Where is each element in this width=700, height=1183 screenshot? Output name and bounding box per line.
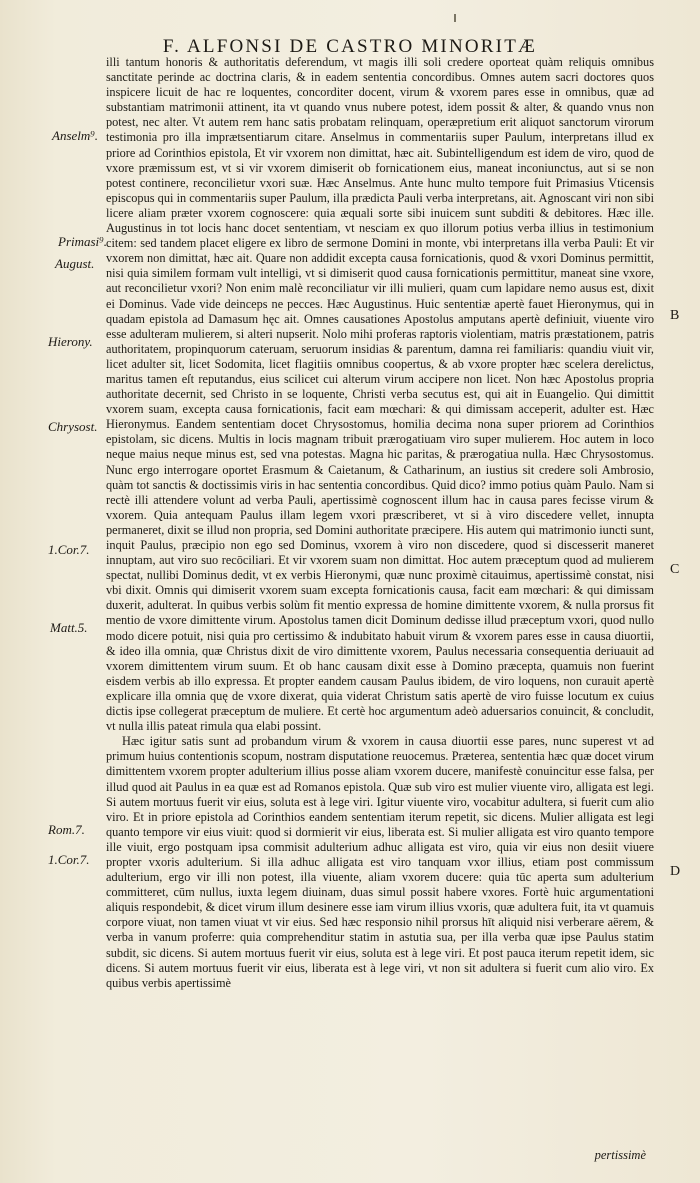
margin-note-anselm: Anselm⁹.	[52, 128, 99, 143]
margin-note-1cor: 1.Cor.7.	[48, 542, 90, 557]
page-mark	[454, 14, 456, 22]
margin-note-matt: Matt.5.	[50, 620, 88, 635]
running-header: F. ALFONSI DE CASTRO MINORITÆ	[162, 36, 538, 57]
margin-note-1cor-2: 1.Cor.7.	[48, 852, 90, 867]
margin-letter-b: B	[670, 308, 680, 323]
main-text	[106, 55, 654, 991]
margin-letter-c: C	[670, 562, 680, 577]
margin-note-august: August.	[55, 256, 95, 271]
paragraph-2: Hæc igitur satis sunt ad probandum virum & vxorem in causa diuortii esse pares, nunc superest vt ad primum huius contentionis scopum, nostram disputatione reuocemus. Præterea, sententia hæc quæ docet virum dimittentem vxorem propter adulterium illius posse aliam vxorem ducere, manifestè conuincitur esse falsa, per illud quod ait Paulus in ea quæ est ad Romanos epistola. Quæ sub viro est mulier viuente viro, alligata est legi. Si autem mortuus fuerit vir eius, soluta est à lege viri. Igitur viuente viro, vocabitur adultera, si fuerit cum alio viro. Et in priore epistola ad Corinthios eandem sententiam iterum repetit, sic dicens. Mulier alligata est legi quanto tempore vir eius viuit: quod si dormierit vir eius, liberata est. Si mulier alligata est viro quanto tempore ille viuit, ergo postquam ipsa commisit adulterium adhuc alligata est viro, quia vir eius non desiit viuere propter vxoris adulterium. Si illa adhuc alligata est viro tanquam vxor illius, etiam post commissum adulterium, ergo vir illi non potest, illa viuente, aliam vxorem ducere: quia tūc aperta sum adulterium committeret, cūm nullus, iuxta legem diuinam, duas simul possit habere vxores. Fortè huic argumentationi aliquis respondebit, & dicet virum illum desinere esse iam virum illius vxoris, quæ adultera fuit, ita vt quamuis corpore viuat, non tamen viuat vt vir eius. Sed hæc responsio nihil prorsus hīt aliquid nisi verberare aërem, & verba in vanum proferre: quia comprehenditur statim in astutia sua, per illa verba quæ ipse Paulus statim subdit, sic dicens. Si autem mortuus fuerit vir eius, soluta est à lege viri. Et post pauca iterum repetit idem, sic dicens. Si autem mortuus fuerit vir eius, liberata est à lege viri, vt non sit adultera si fuerit cum alio viro. Ex quibus verbis apertissimè	[106, 734, 654, 990]
margin-note-rom: Rom.7.	[48, 822, 85, 837]
margin-note-hieron: Hierony.	[48, 334, 93, 349]
paragraph-1: illi tantum honoris & authoritatis deferendum, vt magis illi soli credere oporteat quàm reliquis omnibus sanctitate perinde ac doctrina claris, & in eadem sententia concordibus. Omnes autem sacri doctores quos inspicere licuit de hac re loquentes, concorditer docent, virum & vxorem pares esse in omnibus, quæ ad substantiam matrimonii attinent, ita vt quando vnus nubere potest, idem possit & alter, & quando vnus non potest, nec alter. Vt autem rem hanc satis probatam relinquam, operæpretium erit aliquot sanctorum virorum testimonia pro illa imprætsentiarum citare. Anselmus in commentariis super Paulum, interpretans illud ex priore ad Corinthios epistola, Et vir vxorem non dimittat, hæc ait. Subintelligendum est idem de viro, quod de vxore præmissum est, vt si vir vxorem dimiserit ob fornicationem eius, maneat inconiunctus, aut si se non potest continere, reconcilietur vxori suæ. Hæc Anselmus. Ante hunc multo tempore fuit Primasius Vticensis episcopus qui in commentariis super Paulum, illa prædicta Pauli verba interpretans, ait. Agnoscant viri non sibi licere aliam præter vxorem cognoscere: quia æquali sorte sibi inuicem sunt subditi & debitores. Hæc ille. Augustinus in tot locis hanc docet sententiam, vt nesciam ex quo illorum potius verba illius in testimonium citem: sed tandem placet eligere ex libro de sermone Domini in monte, vbi interpretans illa verba Pauli: Et vir vxorem non dimittat, hæc ait. Quare non addidit excepta causa fornicationis, quod & vxori Dominus permittit, nisi quia similem formam vult intelligi, vt si dimiserit quod causa fornicationis permittitur, maneat sine vxore, aut reconcilietur vxori? Non enim malè reconciliatur vir illi mulieri, quam cum lapidare nemo ausus est, dixit ei Dominus. Vade vide deinceps ne pecces. Hæc Augustinus. Huic sententiæ apertè fauet Hieronymus, qui in quadam epistola ad Damasum hęc ait. Omnes causationes Apostolus amputans apertè definiuit, viuente viro esse adulteram mulierem, si alteri nupserit. Nolo mihi proferas raptoris violentiam, matris præstationem, patris authoritatem, propinquorum cateruam, seruorum insidias & parentum, damna rei familiaris: quandiu viuit vir, licet adulter sit, licet Sodomita, licet flagitiis omnibus coopertus, & ab vxore propter hæc scelera derelictus, maritus tamen eſt reputandus, eius scilicet cui alterum virum accipere non licet. Non hæc Apostolus propria authoritate decernit, sed Christo in se loquente, Christi verba secutus est, qui ait in Euangelio. Qui dimittit vxorem suam, excepta causa fornicationis, facit eam mœchari: & qui dimissam acceperit, adulter est. Hæc Hieronymus. Eandem sententiam docet Chrysostomus, homilia decima nona super priorem ad Corinthios epistolam, sic dicens. Multis in locis magnam tribuit prærogatiuam viro super mulierem. Hoc autem in loco neque maius neque minus est, sed vna potestas. Magna hic paritas, & prærogatiua nulla. Hæc Chrysostomus. Nunc ergo interrogare oportet Erasmum & Caietanum, & Catharinum, an iustius sit credere soli Ambrosio, quàm tot sanctis & doctissimis viris in hac sententia concordibus. Quid dico? immo potius quàm Paulo. Nam si rectè illi attendere volunt ad verba Pauli, apertissimè cognoscent illum hac in causa pares fecisse virum & vxorem. Quia antequam Paulus illam legem vxori præscriberet, vt si à viro discedere vellet, innupta permaneret, dixit se illud non propria, sed Domini authoritate præcipere. His autem qui matrimonio iuncti sunt, inquit Paulus, præcipio non ego sed Dominus, vxorem à viro non discedere, quod si discesserit maneret innuptam, aut viro suo recōciliari. Et vir vxorem suam non dimittat. Hoc autem præceptum quod ad mulierem spectat, nullibi Dominus dedit, vt ex verbis Hieronymi, quæ nunc proximè citauimus, apertissimè constat, nisi vbi dixit. Omnis qui dimiserit vxorem suam excepta fornicationis causa, facit eam mœchari: & qui dimissam duxerit, adulterat. In quibus verbis solùm fit mentio expressa de homine dimittente vxorem, & nulla prorsus fit mentio de vxore dimittente virum. Apostolus tamen dicit Dominum dedisse illud præceptum vxori, quod nullo modo dicere potuit, nisi quia pro certissimo & indubitato habuit virum & vxorem pares esse in causa diuortii, & ideo illa omnia, quæ Christus dixit de viro dimittente vxorem, Paulus necessaria consequentia deriuauit ad vxorem dimittentem virum suum. Et ob hanc causam dixit esse à Domino præcepta, quamuis non fuerint eisdem verbis ab illo expressa. Et propter eandem causam Paulus ibidem, de viro loquens, non curauit apertè explicare illa omnia quę de vxore dixerat, quia viderat Christum satis apertè de viro fuisse locutum ex cuius dictis ipse collegerat præceptum de muliere. Et certè hoc argumentum adeò aduersarios conuincit, & concludit, vt nulla illis pateat rimula qua elabi possint.	[106, 55, 654, 734]
margin-note-primasius: Primasi⁹.	[58, 234, 107, 249]
catchword: pertissimè	[594, 1148, 646, 1162]
margin-letter-d: D	[670, 864, 681, 879]
margin-note-chrysost: Chrysost.	[48, 419, 98, 434]
